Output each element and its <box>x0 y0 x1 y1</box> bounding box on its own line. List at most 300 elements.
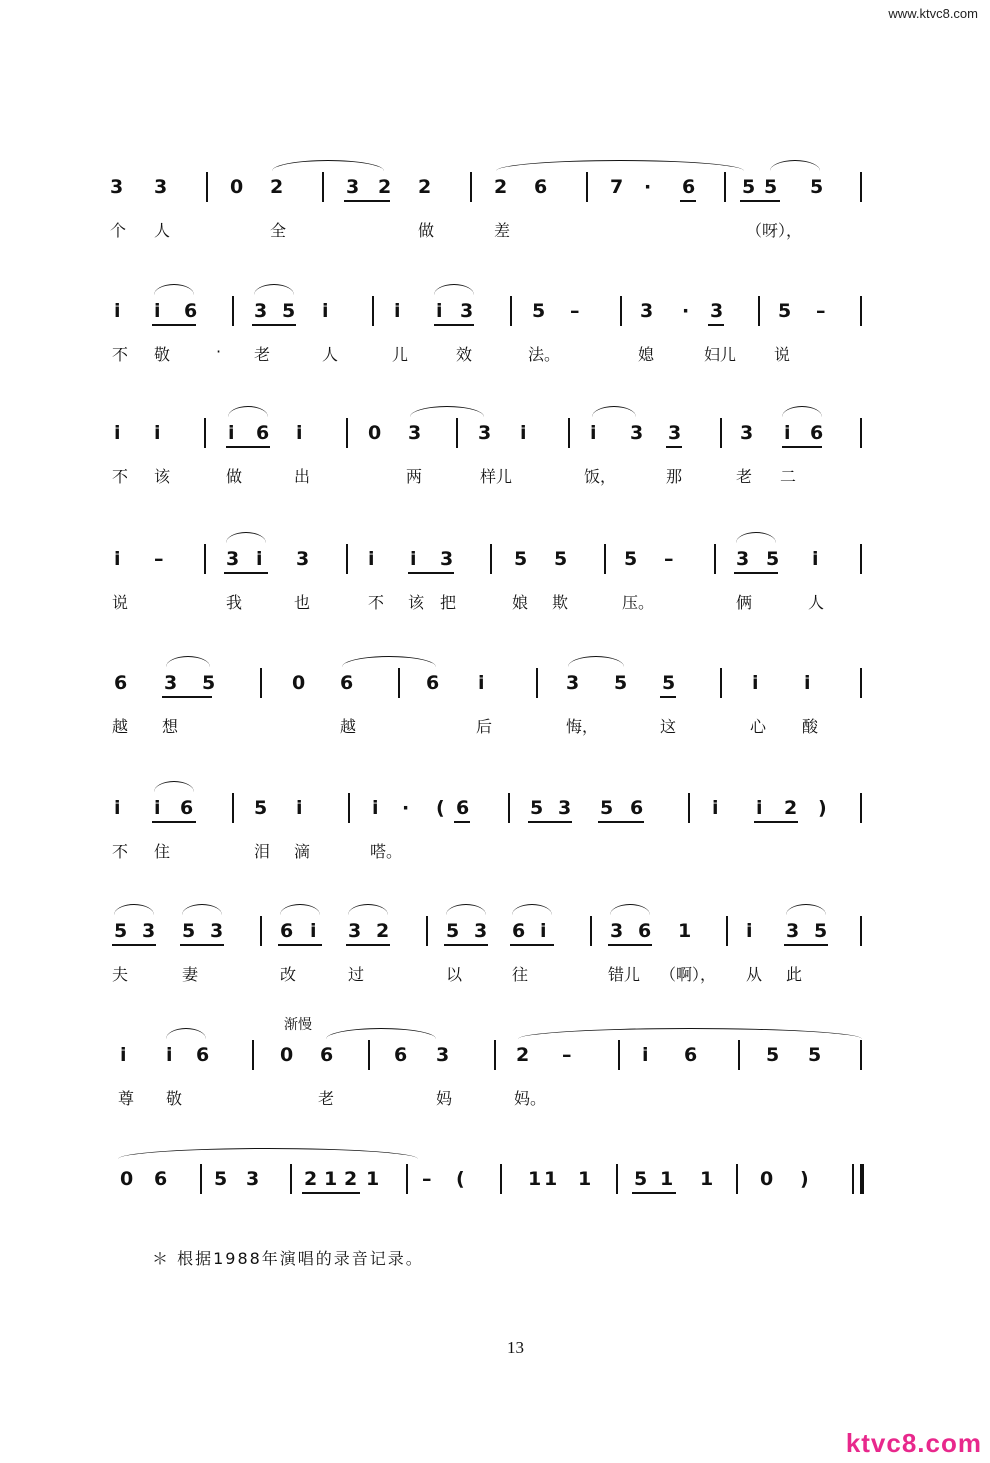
underline <box>226 446 270 448</box>
lyric: 我 <box>226 593 243 612</box>
note: 2 <box>494 176 508 198</box>
slur <box>736 532 776 543</box>
note: 3 <box>346 176 360 198</box>
note: 2 <box>376 920 390 942</box>
underline <box>162 696 212 698</box>
note: 0 <box>292 672 306 694</box>
note: 5 <box>766 548 780 570</box>
note: 0 <box>760 1168 774 1190</box>
note: 3 <box>164 672 178 694</box>
note: 6 <box>810 422 824 444</box>
note: i <box>540 920 547 942</box>
note: 5 <box>808 1044 822 1066</box>
lyric: 人 <box>808 593 825 612</box>
lyric: 该 <box>408 593 425 612</box>
underline <box>680 200 696 202</box>
lyric: 也 <box>294 593 311 612</box>
lyric: 老 <box>254 345 271 364</box>
note: 5 <box>532 300 546 322</box>
note: · <box>682 300 690 322</box>
bar-line <box>346 544 348 574</box>
note: 2 <box>516 1044 530 1066</box>
underline <box>708 324 724 326</box>
bar-line <box>368 1040 370 1070</box>
slur <box>496 160 744 171</box>
lyric: 个 <box>110 221 127 240</box>
bar-line <box>604 544 606 574</box>
note: 5 <box>554 548 568 570</box>
bar-line <box>714 544 716 574</box>
bar-line <box>406 1164 408 1194</box>
bar-line <box>510 296 512 326</box>
note: 3 <box>566 672 580 694</box>
note: 6 <box>534 176 548 198</box>
bar-line <box>860 668 862 698</box>
note: i <box>296 422 303 444</box>
bar-line <box>860 916 862 946</box>
note: i <box>590 422 597 444</box>
note: i <box>322 300 329 322</box>
underline <box>784 944 828 946</box>
bar-line <box>618 1040 620 1070</box>
lyric: 以 <box>446 965 463 984</box>
lyric: 做 <box>418 221 435 240</box>
note: i <box>296 797 303 819</box>
note: 6 <box>114 672 128 694</box>
note: 6 <box>682 176 696 198</box>
note: 3 <box>610 920 624 942</box>
notes-row <box>110 672 870 702</box>
lyric: 想 <box>162 717 179 736</box>
bar-line <box>860 172 862 202</box>
lyric: 人 <box>154 221 171 240</box>
note: 3 <box>210 920 224 942</box>
bar-line <box>590 916 592 946</box>
note: 5 <box>742 176 756 198</box>
underline <box>152 821 196 823</box>
lyric: 此 <box>786 965 803 984</box>
note: – <box>664 548 674 570</box>
note: 1 <box>678 920 692 942</box>
slur <box>114 904 154 915</box>
note: 1 <box>366 1168 380 1190</box>
lyric: 过 <box>348 965 365 984</box>
notes-row <box>110 920 870 950</box>
note: ) <box>818 797 827 819</box>
bar-line <box>260 668 262 698</box>
lyric: 往 <box>512 965 529 984</box>
bar-line <box>852 1164 854 1194</box>
lyric: 改 <box>280 965 297 984</box>
underline <box>454 821 470 823</box>
lyric: 住 <box>154 842 171 861</box>
underline <box>302 1192 360 1194</box>
bar-line <box>500 1164 502 1194</box>
bar-line <box>456 418 458 448</box>
note: 6 <box>456 797 470 819</box>
note: 1 <box>660 1168 674 1190</box>
lyric: 老 <box>736 467 753 486</box>
note: 6 <box>154 1168 168 1190</box>
bar-line <box>206 172 208 202</box>
lyric: 越 <box>340 717 357 736</box>
note: 3 <box>110 176 124 198</box>
slur <box>182 904 222 915</box>
bar-line <box>322 172 324 202</box>
bar-line <box>204 544 206 574</box>
bar-line <box>720 418 722 448</box>
note: 3 <box>154 176 168 198</box>
underline <box>224 572 268 574</box>
underline <box>598 821 644 823</box>
note: 3 <box>668 422 682 444</box>
note: 3 <box>478 422 492 444</box>
note: 3 <box>740 422 754 444</box>
underline <box>510 944 554 946</box>
lyrics-row <box>110 1086 870 1110</box>
lyric: 说 <box>112 593 129 612</box>
note: i <box>228 422 235 444</box>
lyrics-row <box>110 464 870 488</box>
note: 1 <box>324 1168 338 1190</box>
note: 5 <box>514 548 528 570</box>
underline <box>734 572 778 574</box>
note: 6 <box>394 1044 408 1066</box>
note: – <box>816 300 826 322</box>
notes-row <box>110 176 870 206</box>
lyric: 不 <box>112 842 129 861</box>
lyric: （啊）， <box>660 965 717 984</box>
underline <box>180 944 224 946</box>
lyric: 做 <box>226 467 243 486</box>
slur <box>226 532 266 543</box>
note: 0 <box>120 1168 134 1190</box>
note: i <box>394 300 401 322</box>
note: 5 <box>214 1168 228 1190</box>
note: i <box>372 797 379 819</box>
final-bar-line <box>860 1164 864 1194</box>
note: 1 <box>544 1168 558 1190</box>
lyric: 效 <box>456 345 473 364</box>
underline <box>754 821 798 823</box>
note: 3 <box>408 422 422 444</box>
slur <box>786 904 826 915</box>
bar-line <box>470 172 472 202</box>
note: i <box>784 422 791 444</box>
slur <box>154 284 194 295</box>
note: 0 <box>368 422 382 444</box>
slur <box>592 406 636 417</box>
bar-line <box>290 1164 292 1194</box>
note: 0 <box>230 176 244 198</box>
note: 7 <box>610 176 624 198</box>
note: ( <box>436 797 445 819</box>
lyric: 妇儿 <box>704 345 737 364</box>
underline <box>408 572 454 574</box>
notes-row <box>110 1168 870 1198</box>
note: i <box>114 548 121 570</box>
lyric: 人 <box>322 345 339 364</box>
lyric: 压。 <box>622 593 655 612</box>
notes-row <box>110 548 870 578</box>
underline <box>608 944 652 946</box>
note: 3 <box>710 300 724 322</box>
slur <box>348 904 388 915</box>
note: i <box>154 797 161 819</box>
lyric: 泪 <box>254 842 271 861</box>
note: 6 <box>280 920 294 942</box>
slur <box>154 781 194 792</box>
underline <box>278 944 322 946</box>
bar-line <box>232 793 234 823</box>
note: 6 <box>184 300 198 322</box>
note: 3 <box>640 300 654 322</box>
note: i <box>256 548 263 570</box>
lyric: 不 <box>112 345 129 364</box>
lyrics-row <box>110 839 870 863</box>
lyric: · <box>216 342 222 361</box>
bar-line <box>688 793 690 823</box>
note: 6 <box>320 1044 334 1066</box>
note: 5 <box>662 672 676 694</box>
note: i <box>114 300 121 322</box>
slur <box>280 904 320 915</box>
lyric: 媳 <box>638 345 655 364</box>
lyrics-row <box>110 714 870 738</box>
note: 3 <box>226 548 240 570</box>
note: 1 <box>578 1168 592 1190</box>
lyric: 嗒。 <box>370 842 403 861</box>
note: i <box>154 422 161 444</box>
lyrics-row <box>110 342 870 366</box>
slur <box>410 406 484 417</box>
lyric: 出 <box>294 467 311 486</box>
note: – <box>422 1168 432 1190</box>
note: 5 <box>114 920 128 942</box>
watermark-bottom: ktvc8.com <box>845 1428 982 1458</box>
lyric: 饭， <box>584 467 617 486</box>
note: i <box>166 1044 173 1066</box>
note: 3 <box>142 920 156 942</box>
note: 3 <box>246 1168 260 1190</box>
underline <box>782 446 822 448</box>
note: 2 <box>784 797 798 819</box>
notes-row <box>110 300 870 330</box>
page-number: 13 <box>507 1338 524 1357</box>
slur <box>446 904 486 915</box>
note: 5 <box>446 920 460 942</box>
lyric: 酸 <box>802 717 819 736</box>
note: 5 <box>614 672 628 694</box>
note: i <box>812 548 819 570</box>
lyric: 敬 <box>166 1089 183 1108</box>
bar-line <box>724 172 726 202</box>
slur <box>326 1028 436 1039</box>
bar-line <box>758 296 760 326</box>
slur <box>610 904 650 915</box>
note: 5 <box>282 300 296 322</box>
bar-line <box>200 1164 202 1194</box>
note: 3 <box>460 300 474 322</box>
slur <box>434 284 474 295</box>
bar-line <box>860 418 862 448</box>
slur <box>568 656 624 667</box>
lyric: 心 <box>750 717 767 736</box>
note: i <box>478 672 485 694</box>
lyric: 夫 <box>112 965 129 984</box>
lyric: 后 <box>476 717 493 736</box>
note: 3 <box>736 548 750 570</box>
underline <box>152 324 196 326</box>
bar-line <box>720 668 722 698</box>
note: 6 <box>684 1044 698 1066</box>
lyric: 妈。 <box>514 1089 547 1108</box>
note: 3 <box>474 920 488 942</box>
bar-line <box>620 296 622 326</box>
note: i <box>310 920 317 942</box>
note: 5 <box>202 672 216 694</box>
lyric: 不 <box>112 467 129 486</box>
slur <box>118 1148 418 1159</box>
bar-line <box>508 793 510 823</box>
note: i <box>752 672 759 694</box>
note: 5 <box>764 176 778 198</box>
slur <box>228 406 268 417</box>
lyric: 那 <box>666 467 683 486</box>
note: 0 <box>280 1044 294 1066</box>
note: i <box>642 1044 649 1066</box>
slur <box>782 406 822 417</box>
note: 6 <box>638 920 652 942</box>
note: 3 <box>786 920 800 942</box>
bar-line <box>860 793 862 823</box>
watermark-top: www.ktvc8.com <box>888 6 978 21</box>
note: i <box>756 797 763 819</box>
note: · <box>402 797 410 819</box>
note: 2 <box>270 176 284 198</box>
bar-line <box>860 296 862 326</box>
notes-row <box>110 422 870 452</box>
bar-line <box>738 1040 740 1070</box>
note: 6 <box>180 797 194 819</box>
note: 5 <box>778 300 792 322</box>
bar-line <box>616 1164 618 1194</box>
note: 2 <box>304 1168 318 1190</box>
lyrics-row <box>110 962 870 986</box>
bar-line <box>736 1164 738 1194</box>
note: 3 <box>296 548 310 570</box>
note: i <box>436 300 443 322</box>
notes-row <box>110 1044 870 1074</box>
bar-line <box>490 544 492 574</box>
lyric: 妈 <box>436 1089 453 1108</box>
footnote: ＊ 根据1988年演唱的录音记录。 <box>152 1249 424 1268</box>
note: 6 <box>426 672 440 694</box>
bar-line <box>726 916 728 946</box>
lyric: 妻 <box>182 965 199 984</box>
lyric: 这 <box>660 717 677 736</box>
bar-line <box>568 418 570 448</box>
bar-line <box>348 793 350 823</box>
bar-line <box>860 1040 862 1070</box>
note: 5 <box>810 176 824 198</box>
underline <box>740 200 780 202</box>
note: · <box>644 176 652 198</box>
note: – <box>562 1044 572 1066</box>
lyric: 敬 <box>154 345 171 364</box>
lyric: 滴 <box>294 842 311 861</box>
slur <box>254 284 294 295</box>
underline <box>434 324 474 326</box>
bar-line <box>252 1040 254 1070</box>
note: ( <box>456 1168 465 1190</box>
note: i <box>520 422 527 444</box>
bar-line <box>232 296 234 326</box>
note: 3 <box>630 422 644 444</box>
note: 2 <box>418 176 432 198</box>
bar-line <box>426 916 428 946</box>
note: 5 <box>814 920 828 942</box>
note: – <box>570 300 580 322</box>
note: 5 <box>624 548 638 570</box>
lyric: 越 <box>112 717 129 736</box>
lyric: 儿 <box>392 345 409 364</box>
lyric: 全 <box>270 221 287 240</box>
underline <box>346 944 390 946</box>
note: 6 <box>256 422 270 444</box>
note: i <box>712 797 719 819</box>
note: – <box>154 548 164 570</box>
note: 3 <box>348 920 362 942</box>
note: 3 <box>436 1044 450 1066</box>
bar-line <box>586 172 588 202</box>
lyric: 不 <box>368 593 385 612</box>
lyric: 说 <box>774 345 791 364</box>
note: 5 <box>530 797 544 819</box>
lyrics-row <box>110 590 870 614</box>
note: 6 <box>512 920 526 942</box>
note: 1 <box>528 1168 542 1190</box>
slur <box>518 1028 862 1039</box>
tempo-marking: 渐慢 <box>284 1017 312 1033</box>
lyric: 差 <box>494 221 511 240</box>
slur <box>272 160 384 171</box>
bar-line <box>860 544 862 574</box>
note: 6 <box>196 1044 210 1066</box>
underline <box>528 821 572 823</box>
bar-line <box>260 916 262 946</box>
bar-line <box>398 668 400 698</box>
lyric: 该 <box>154 467 171 486</box>
lyric: 两 <box>406 467 423 486</box>
note: 5 <box>766 1044 780 1066</box>
notes-row <box>110 797 870 827</box>
lyric: 从 <box>746 965 763 984</box>
bar-line <box>494 1040 496 1070</box>
lyric: 娘 <box>512 593 529 612</box>
note: i <box>746 920 753 942</box>
lyric: 尊 <box>118 1089 135 1108</box>
note: 5 <box>182 920 196 942</box>
lyric: 样儿 <box>480 467 513 486</box>
underline <box>444 944 488 946</box>
note: 3 <box>254 300 268 322</box>
note: 6 <box>630 797 644 819</box>
lyric: 二 <box>780 467 797 486</box>
lyric: 把 <box>440 593 457 612</box>
slur <box>512 904 552 915</box>
note: i <box>368 548 375 570</box>
